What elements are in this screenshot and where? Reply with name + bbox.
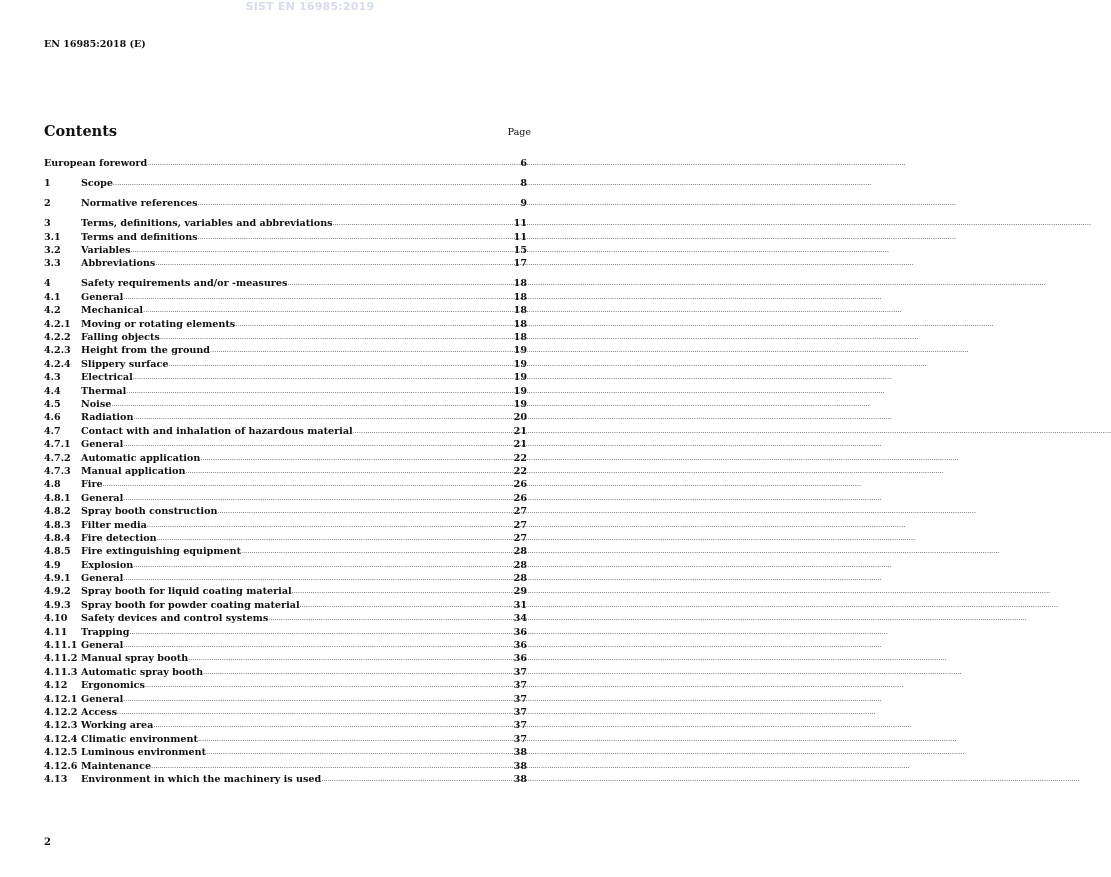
- toc-entry-page: 18: [513, 332, 527, 344]
- toc-entry-number: 4.12.6: [44, 760, 78, 772]
- toc-entry-title: Automatic application: [81, 452, 201, 464]
- toc-entry-number: 4.12: [44, 680, 68, 692]
- toc-entry-number: 4.3: [44, 372, 61, 384]
- toc-entry-page: 6: [520, 158, 527, 169]
- toc-entry[interactable]: [44, 344, 527, 357]
- toc-entry-title: European foreword: [44, 158, 148, 169]
- toc-dot-leader: [123, 693, 511, 706]
- toc-dot-leader: [133, 559, 511, 572]
- toc-entry-number: 4.2.1: [44, 318, 71, 330]
- toc-entry-number: 2: [44, 198, 51, 210]
- toc-entry-title: General: [81, 693, 124, 705]
- toc-entry-page: 26: [513, 492, 527, 504]
- toc-entry-number: 4.11: [44, 626, 68, 638]
- toc-entry-number: 4.9.1: [44, 573, 71, 585]
- toc-entry-title: Fire detection: [81, 532, 157, 544]
- toc-dot-leader: [117, 706, 512, 719]
- toc-entry[interactable]: [44, 693, 527, 706]
- toc-entry-title: General: [81, 640, 124, 652]
- toc-dot-leader: [123, 639, 511, 652]
- toc-entry-page: 36: [513, 626, 527, 638]
- toc-dot-leader: [200, 452, 511, 465]
- toc-entry-number: 4.2.2: [44, 332, 71, 344]
- toc-dot-leader: [168, 358, 511, 371]
- toc-dot-leader: [217, 505, 511, 518]
- toc-entry[interactable]: [44, 425, 527, 438]
- toc-entry-number: 4.11.3: [44, 666, 78, 678]
- toc-entry-number: 4.12.1: [44, 693, 78, 705]
- toc-entry[interactable]: [44, 599, 527, 612]
- toc-entry[interactable]: [44, 626, 527, 639]
- toc-entry-page: 19: [513, 399, 527, 410]
- toc-dot-leader: [157, 532, 512, 545]
- toc-dot-leader: [188, 652, 511, 665]
- toc-dot-leader: [206, 746, 512, 759]
- toc-entry[interactable]: [44, 652, 527, 665]
- toc-entry-number: 4.11.1: [44, 640, 78, 652]
- toc-entry-number: 3.2: [44, 245, 61, 257]
- toc-entry-number: 3.1: [44, 231, 61, 243]
- toc-dot-leader: [131, 244, 512, 257]
- toc-entry-title: Radiation: [81, 412, 134, 424]
- toc-entry[interactable]: [44, 719, 527, 732]
- toc-entry-title: Terms and definitions: [81, 231, 198, 243]
- toc-entry-number: 3: [44, 218, 51, 230]
- toc-entry[interactable]: [44, 452, 527, 465]
- toc-entry[interactable]: [44, 519, 527, 532]
- toc-entry-number: 3.3: [44, 258, 61, 270]
- toc-entry-page: 18: [513, 318, 527, 330]
- toc-entry-number: 4.11.2: [44, 653, 78, 665]
- toc-entry[interactable]: [44, 559, 527, 572]
- toc-entry-title: Working area: [81, 720, 154, 732]
- toc-dot-leader: [143, 304, 512, 317]
- toc-entry-page: 28: [513, 559, 527, 571]
- toc-dot-leader: [198, 197, 519, 210]
- toc-entry-number: 4.6: [44, 412, 61, 424]
- toc-entry-page: 37: [513, 680, 527, 692]
- toc-entry-page: 21: [513, 425, 527, 437]
- toc-entry-title: Slippery surface: [81, 358, 169, 370]
- toc-entry-page: 11: [513, 218, 527, 230]
- toc-entry-number: 4.7.3: [44, 465, 71, 477]
- toc-entry[interactable]: [44, 398, 527, 411]
- toc-dot-leader: [292, 585, 512, 598]
- toc-entry-number: 4.12.5: [44, 747, 78, 759]
- toc-entry[interactable]: [44, 304, 527, 317]
- toc-entry[interactable]: [44, 257, 527, 270]
- toc-entry-title: Fire extinguishing equipment: [81, 546, 242, 558]
- toc-entry-number: 4.8.5: [44, 546, 71, 558]
- toc-entry-number: 4.9.2: [44, 586, 71, 598]
- toc-dot-leader: [300, 599, 512, 612]
- toc-entry-page: 38: [513, 747, 527, 759]
- toc-entry-title: Explosion: [81, 559, 134, 571]
- toc-entry-number: 4.12.4: [44, 733, 78, 745]
- toc-entry-title: Thermal: [81, 385, 127, 397]
- toc-entry-page: 15: [513, 245, 527, 257]
- toc-entry[interactable]: [44, 478, 527, 491]
- toc-entry-page: 37: [513, 693, 527, 705]
- toc-dot-leader: [147, 519, 512, 532]
- toc-entry[interactable]: [44, 244, 527, 257]
- toc-entry-page: 8: [520, 178, 527, 190]
- toc-entry[interactable]: [44, 773, 527, 786]
- toc-entry-title: Electrical: [81, 372, 133, 384]
- toc-dot-leader: [123, 291, 511, 304]
- toc-entry-page: 11: [513, 231, 527, 243]
- toc-entry-title: Noise: [81, 399, 112, 410]
- toc-entry-title: Contact with and inhalation of hazardous material: [81, 425, 353, 437]
- toc-dot-leader: [353, 425, 512, 438]
- toc-entry-page: 20: [513, 412, 527, 424]
- toc-dot-leader: [155, 257, 511, 270]
- toc-dot-leader: [123, 572, 511, 585]
- toc-entry-number: 4.8.2: [44, 506, 71, 518]
- toc-entry-number: 4.8.4: [44, 532, 71, 544]
- toc-entry-page: 31: [513, 599, 527, 611]
- toc-dot-leader: [147, 157, 518, 170]
- toc-entry-title: Safety requirements and/or -measures: [81, 278, 288, 290]
- toc-entry-title: General: [81, 439, 124, 451]
- toc-entry-title: Spray booth for powder coating material: [81, 599, 300, 611]
- toc-dot-leader: [111, 398, 511, 411]
- toc-entry-page: 37: [513, 733, 527, 745]
- toc-entry-number: 4.7.2: [44, 452, 71, 464]
- toc-entry-title: Trapping: [81, 626, 130, 638]
- toc-entry-page: 18: [513, 278, 527, 290]
- toc-entry[interactable]: [44, 666, 527, 679]
- toc-entry-page: 18: [513, 291, 527, 303]
- toc-entry-page: 37: [513, 720, 527, 732]
- toc-entry[interactable]: [44, 197, 527, 210]
- toc-dot-leader: [113, 177, 518, 190]
- toc-dot-leader: [160, 331, 512, 344]
- toc-entry[interactable]: [44, 411, 527, 424]
- toc-entry-title: Terms, definitions, variables and abbreviations: [81, 218, 333, 230]
- toc-entry-number: 4.7: [44, 425, 61, 437]
- toc-entry-title: Abbreviations: [81, 258, 156, 270]
- toc-dot-leader: [287, 277, 511, 290]
- toc-entry[interactable]: [44, 331, 527, 344]
- toc-entry-title: Normative references: [81, 198, 198, 210]
- toc-entry-title: Safety devices and control systems: [81, 613, 269, 625]
- toc-entry-number: 4.12.2: [44, 706, 78, 718]
- toc-entry[interactable]: [44, 157, 527, 170]
- toc-entry-title: General: [81, 492, 124, 504]
- toc-entry-number: 1: [44, 178, 51, 190]
- toc-entry-title: Climatic environment: [81, 733, 198, 745]
- toc-entry-page: 22: [513, 465, 527, 477]
- toc-entry[interactable]: [44, 532, 527, 545]
- toc-dot-leader: [333, 217, 512, 230]
- toc-entry[interactable]: [44, 492, 527, 505]
- toc-dot-leader: [133, 371, 512, 384]
- toc-dot-leader: [123, 492, 511, 505]
- toc-entry-title: Ergonomics: [81, 680, 145, 692]
- toc-entry-page: 27: [513, 506, 527, 518]
- toc-entry-page: 19: [513, 345, 527, 357]
- watermark: SIST EN 16985:2019: [245, 0, 375, 13]
- toc-entry[interactable]: [44, 612, 527, 625]
- toc-entry-page: 29: [513, 586, 527, 598]
- toc-entry[interactable]: [44, 177, 527, 190]
- toc-entry-page: 34: [513, 613, 527, 625]
- toc-entry-title: General: [81, 573, 124, 585]
- toc-entry-title: Variables: [81, 245, 131, 257]
- toc-entry-page: 27: [513, 519, 527, 531]
- toc-entry-title: Falling objects: [81, 332, 160, 344]
- toc-entry-title: Environment in which the machinery is used: [81, 773, 322, 785]
- toc-entry-page: 37: [513, 666, 527, 678]
- document-id: EN 16985:2018 (E): [44, 39, 146, 50]
- toc-entry-page: 27: [513, 532, 527, 544]
- toc-entry-page: 36: [513, 653, 527, 665]
- toc-dot-leader: [198, 733, 512, 746]
- toc-dot-leader: [210, 344, 512, 357]
- toc-entry-number: 4.2.3: [44, 345, 71, 357]
- toc-entry-number: 4.1: [44, 291, 61, 303]
- toc-entry[interactable]: [44, 572, 527, 585]
- toc-entry[interactable]: [44, 318, 527, 331]
- contents-title: Contents: [44, 123, 118, 140]
- toc-dot-leader: [133, 411, 511, 424]
- page-column-label: Page: [507, 127, 531, 138]
- toc-entry-title: Mechanical: [81, 305, 144, 317]
- toc-entry[interactable]: [44, 760, 527, 773]
- toc-entry-page: 9: [520, 198, 527, 210]
- toc-entry-number: 4.12.3: [44, 720, 78, 732]
- toc-entry[interactable]: [44, 231, 527, 244]
- toc-dot-leader: [203, 666, 512, 679]
- toc-entry-title: Access: [81, 706, 118, 718]
- toc-entry-number: 4.2.4: [44, 358, 71, 370]
- toc-entry-page: 19: [513, 385, 527, 397]
- toc-dot-leader: [241, 545, 512, 558]
- toc-entry[interactable]: [44, 371, 527, 384]
- toc-entry-page: 19: [513, 372, 527, 384]
- toc-entry-number: 4.13: [44, 773, 68, 785]
- toc-entry-number: 4.4: [44, 385, 61, 397]
- toc-entry-page: 28: [513, 546, 527, 558]
- toc-entry-page: 17: [513, 258, 527, 270]
- toc-dot-leader: [321, 773, 511, 786]
- toc-entry-page: 19: [513, 358, 527, 370]
- toc-entry-page: 38: [513, 773, 527, 785]
- toc-entry-number: 4.8.3: [44, 519, 71, 531]
- toc-entry-page: 38: [513, 760, 527, 772]
- toc-entry[interactable]: [44, 505, 527, 518]
- toc-dot-leader: [198, 231, 512, 244]
- toc-entry-page: 18: [513, 305, 527, 317]
- toc-entry-title: Manual application: [81, 465, 186, 477]
- toc-entry-title: Fire: [81, 479, 103, 491]
- toc-entry-title: Manual spray booth: [81, 653, 189, 665]
- toc-entry[interactable]: [44, 639, 527, 652]
- toc-entry-title: Luminous environment: [81, 747, 206, 759]
- toc-dot-leader: [235, 318, 511, 331]
- toc-dot-leader: [153, 719, 511, 732]
- toc-entry-number: 4.2: [44, 305, 61, 317]
- toc-dot-leader: [145, 679, 512, 692]
- toc-dot-leader: [151, 760, 512, 773]
- toc-entry-title: Scope: [81, 178, 113, 190]
- page-number: 2: [44, 837, 51, 848]
- toc-entry-page: 36: [513, 640, 527, 652]
- toc-entry-number: 4.9: [44, 559, 61, 571]
- toc-entry-page: 21: [513, 439, 527, 451]
- toc-dot-leader: [185, 465, 511, 478]
- toc-entry[interactable]: [44, 438, 527, 451]
- toc-entry-title: Height from the ground: [81, 345, 211, 357]
- toc-entry[interactable]: [44, 585, 527, 598]
- toc-entry[interactable]: [44, 545, 527, 558]
- toc-entry[interactable]: [44, 706, 527, 719]
- toc-entry-number: 4.8.1: [44, 492, 71, 504]
- toc-entry-number: 4: [44, 278, 51, 290]
- toc-entry[interactable]: [44, 746, 527, 759]
- toc-entry-title: Spray booth for liquid coating material: [81, 586, 292, 598]
- toc-entry-title: Moving or rotating elements: [81, 318, 236, 330]
- toc-dot-leader: [129, 626, 511, 639]
- toc-entry[interactable]: [44, 217, 527, 230]
- toc-entry-page: 22: [513, 452, 527, 464]
- toc-dot-leader: [268, 612, 511, 625]
- toc-entry-number: 4.10: [44, 613, 68, 625]
- toc-entry[interactable]: [44, 358, 527, 371]
- toc-entry-title: Spray booth construction: [81, 506, 218, 518]
- toc-entry-page: 28: [513, 573, 527, 585]
- toc-entry[interactable]: [44, 679, 527, 692]
- toc-entry-number: 4.7.1: [44, 439, 71, 451]
- toc-entry[interactable]: [44, 291, 527, 304]
- toc-entry[interactable]: [44, 733, 527, 746]
- toc-dot-leader: [103, 478, 512, 491]
- toc-entry-title: Automatic spray booth: [81, 666, 204, 678]
- toc-entry-title: General: [81, 291, 124, 303]
- toc-entry-number: 4.5: [44, 399, 61, 410]
- toc-dot-leader: [123, 438, 511, 451]
- toc-entry-number: 4.9.3: [44, 599, 71, 611]
- toc-entry-number: 4.8: [44, 479, 61, 491]
- toc-entry-title: Filter media: [81, 519, 147, 531]
- toc-entry[interactable]: [44, 465, 527, 478]
- toc-entry-title: Maintenance: [81, 760, 152, 772]
- toc-entry[interactable]: [44, 385, 527, 398]
- toc-entry-page: 37: [513, 706, 527, 718]
- table-of-contents: [44, 157, 527, 786]
- toc-entry[interactable]: [44, 277, 527, 290]
- toc-dot-leader: [126, 385, 511, 398]
- toc-entry-page: 26: [513, 479, 527, 491]
